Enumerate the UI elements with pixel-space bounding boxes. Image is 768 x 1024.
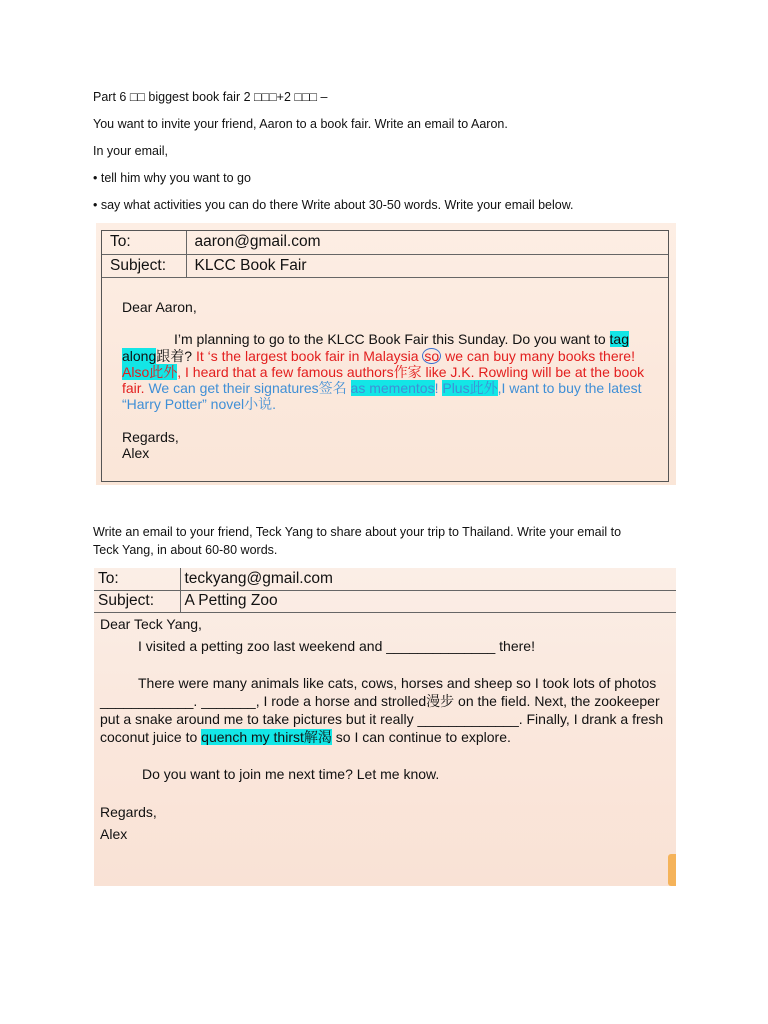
blue-text-2: ,I want to buy the latest “Harry Potter” novel小说. xyxy=(122,380,642,413)
greeting: Dear Aaron, xyxy=(122,299,197,315)
subject-label: Subject: xyxy=(102,254,186,277)
red-text-3: , I heard that a few famous authors作家 like J.K. Rowling will be at the book fair. xyxy=(122,363,645,397)
email-frame xyxy=(101,230,669,482)
task2-instruction-line2: Teck Yang, in about 60-80 words. xyxy=(93,543,278,557)
task1-in-email: In your email, xyxy=(93,144,169,158)
task2-instruction-line1: Write an email to your friend, Teck Yang to share about your trip to Thailand. Write your email to xyxy=(93,525,622,539)
circled-so: so xyxy=(424,347,440,364)
subject-label: Subject: xyxy=(94,590,180,612)
exclamation: ! xyxy=(434,380,439,397)
email-body xyxy=(100,616,674,843)
to-label: To: xyxy=(102,231,186,254)
greeting: Dear Teck Yang, xyxy=(100,616,202,632)
red-text-1: It ‘s the largest book fair in Malaysia xyxy=(192,347,423,364)
task1-bullet-1: • tell him why you want to go xyxy=(93,171,251,185)
para-end: so I can continue to explore. xyxy=(331,728,511,745)
to-value: aaron@gmail.com xyxy=(186,231,668,254)
highlight-also: Also此外 xyxy=(122,363,178,380)
email-card-aaron xyxy=(96,223,676,485)
question-mark: ? xyxy=(184,347,193,364)
zh-gloss: 跟着 xyxy=(156,347,185,364)
email-body xyxy=(122,299,662,461)
subject-value: KLCC Book Fair xyxy=(186,254,668,277)
closing: Regards, xyxy=(122,428,179,445)
highlight-plus: Plus此外 xyxy=(442,380,498,397)
decorative-tab xyxy=(668,854,676,886)
red-text-2: we can buy many books there! xyxy=(441,347,635,364)
subject-value: A Petting Zoo xyxy=(180,590,676,612)
highlight-tag-along: tag along xyxy=(122,331,630,364)
para-text: There were many animals like cats, cows, horses and sheep so I took lots of photos ____________. _______, I rode a horse and strolled漫步 on the field. Next, the zookeeper put a snake around me to take pictures but it really _____________. Finally, I drank a fresh coconut juice to xyxy=(100,675,664,745)
signature: Alex xyxy=(100,825,128,842)
signature: Alex xyxy=(122,445,150,462)
highlight-mementos: as mementos xyxy=(350,380,435,397)
task1-instruction: You want to invite your friend, Aaron to a book fair. Write an email to Aaron. xyxy=(93,117,508,131)
highlight-quench-thirst: quench my thirst解渴 xyxy=(201,728,332,745)
para-text: I’m planning to go to the KLCC Book Fair this Sunday. Do you want to xyxy=(174,331,606,348)
to-label: To: xyxy=(94,568,180,590)
closing: Regards, xyxy=(100,803,157,820)
task1-bullet-2: • say what activities you can do there Write about 30-50 words. Write your email below. xyxy=(93,198,574,212)
first-line: I visited a petting zoo last weekend and ______________ there! xyxy=(138,637,535,654)
to-value: teckyang@gmail.com xyxy=(180,568,676,590)
email-card-teck-yang xyxy=(94,568,676,886)
email-header-table xyxy=(102,231,668,278)
part-heading: Part 6 □□ biggest book fair 2 □□□+2 □□□ – xyxy=(93,90,328,104)
invite-line: Do you want to join me next time? Let me know. xyxy=(142,766,440,783)
email-paragraph xyxy=(100,675,674,746)
blue-text-1: We can get their signatures签名 xyxy=(144,380,351,397)
email-paragraph xyxy=(122,331,662,412)
email-header-table xyxy=(94,568,676,613)
